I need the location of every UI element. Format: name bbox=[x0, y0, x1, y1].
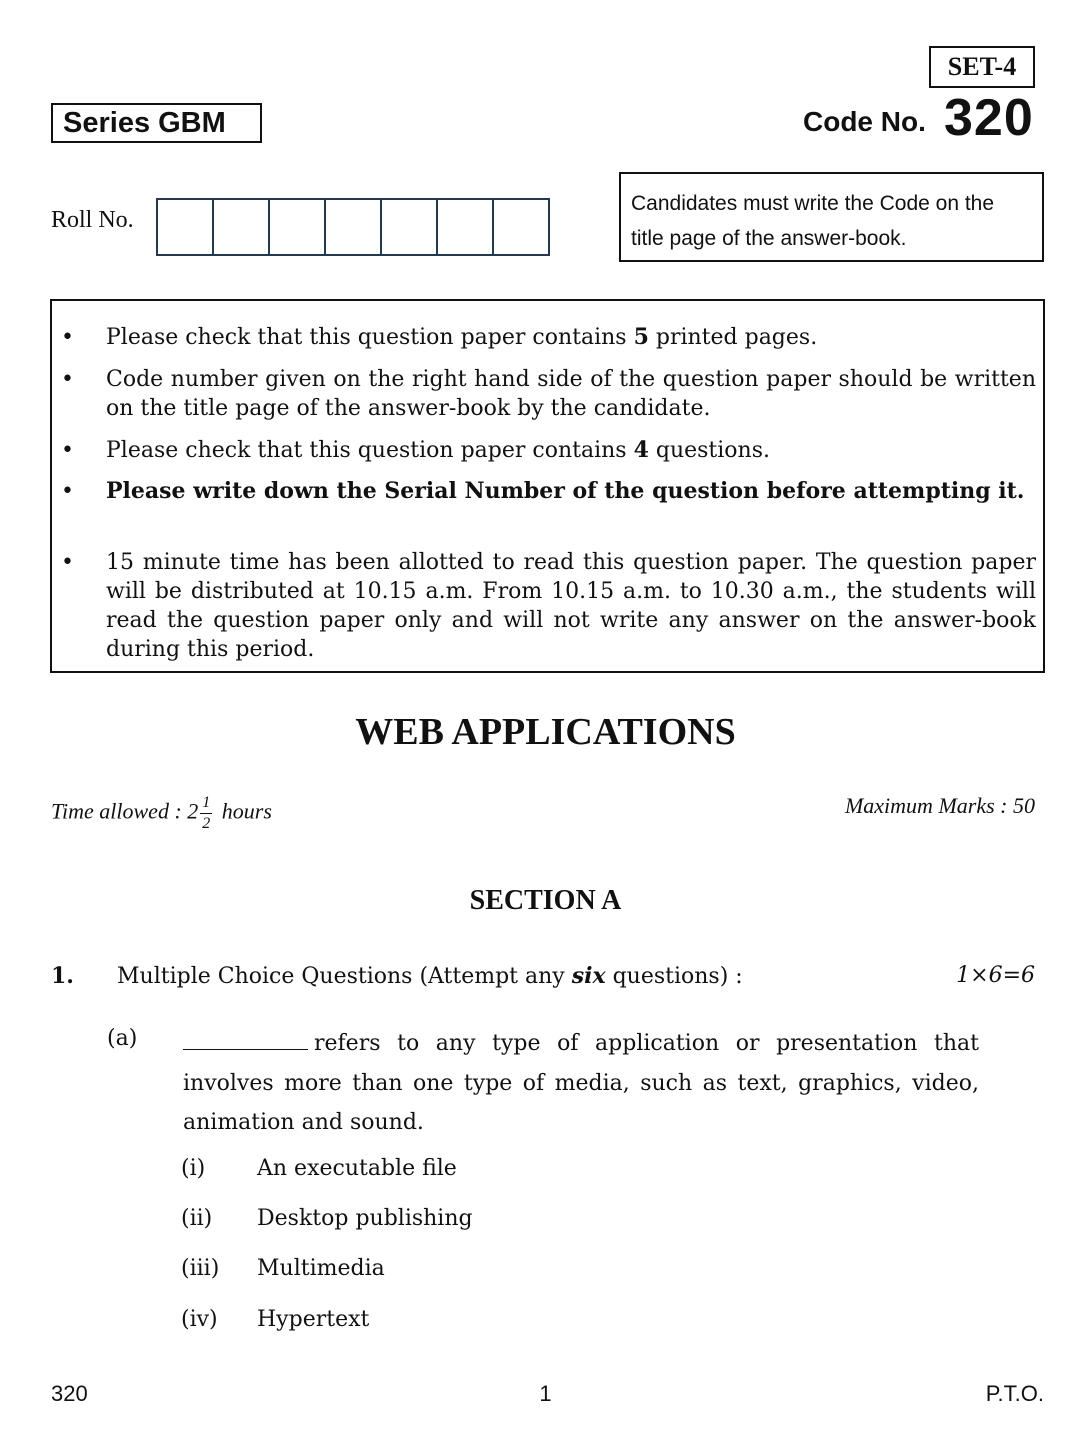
instructions-box bbox=[50, 299, 1045, 673]
bullet: • bbox=[61, 367, 74, 392]
roll-box[interactable] bbox=[438, 200, 494, 254]
roll-label: Roll No. bbox=[51, 207, 134, 233]
code-label: Code No. bbox=[803, 106, 926, 137]
code-notice-line: title page of the answer-book. bbox=[631, 227, 907, 250]
instruction-text: Please write down the Serial Number of the question before attempting it. bbox=[106, 478, 1025, 504]
paper-title: WEB APPLICATIONS bbox=[355, 711, 736, 753]
instruction-text: 15 minute time has been allotted to read this question paper. The question paper will be distributed at 10.15 a.m. From 10.15 a.m. to 10.30 a.m., the students will read the question paper only and will not write any answer on the answer-book during this period. bbox=[106, 550, 1036, 662]
option-text: Hypertext bbox=[257, 1307, 370, 1332]
option-number: (ii) bbox=[181, 1206, 213, 1231]
roll-box[interactable] bbox=[214, 200, 270, 254]
option-number: (i) bbox=[181, 1156, 206, 1181]
time-allowed: Time allowed : 2 $\frac{1}{2}$ hours bbox=[51, 794, 272, 832]
question-text: Multiple Choice Questions (Attempt any six questions) : bbox=[117, 963, 743, 989]
answer-blank bbox=[183, 1031, 308, 1050]
time-fraction: $\frac{1}{2}$ bbox=[202, 794, 211, 832]
series-label: Series GBM bbox=[51, 103, 262, 143]
roll-box[interactable] bbox=[494, 200, 548, 254]
roll-box[interactable] bbox=[270, 200, 326, 254]
section-heading: SECTION A bbox=[469, 885, 622, 916]
subquestion-text: refers to any type of application or presentation that involves more than one type of media, such as text, graphics, video, animation and sound. bbox=[183, 1031, 979, 1135]
instruction-text: Code number given on the right hand side of the question paper should be written on the title page of the answer-book by the candidate. bbox=[106, 367, 1036, 421]
question-marks: 1×6=6 bbox=[956, 963, 1035, 988]
code-notice-line: Candidates must write the Code on the bbox=[631, 192, 995, 215]
roll-box[interactable] bbox=[382, 200, 438, 254]
bullet: • bbox=[61, 438, 74, 463]
code-notice bbox=[619, 172, 1044, 262]
option-text: Multimedia bbox=[257, 1256, 385, 1281]
set-label: SET-4 bbox=[929, 46, 1035, 88]
instruction-text: Please check that this question paper contains 5 printed pages. bbox=[106, 324, 818, 350]
bullet: • bbox=[61, 325, 74, 350]
footer-pto: P.T.O. bbox=[985, 1381, 1044, 1406]
footer-code: 320 bbox=[51, 1381, 88, 1406]
option-text: An executable file bbox=[257, 1156, 457, 1181]
question-number: 1. bbox=[51, 963, 74, 989]
code-number: 320 bbox=[944, 89, 1034, 147]
roll-box[interactable] bbox=[158, 200, 214, 254]
instruction-text: Please check that this question paper contains 4 questions. bbox=[106, 437, 771, 463]
option-text: Desktop publishing bbox=[257, 1206, 473, 1231]
page-number: 1 bbox=[539, 1381, 552, 1406]
maximum-marks: Maximum Marks : 50 bbox=[844, 793, 1035, 818]
bullet: • bbox=[61, 479, 74, 504]
roll-box[interactable] bbox=[326, 200, 382, 254]
roll-number-boxes bbox=[156, 198, 550, 256]
subquestion-label: (a) bbox=[107, 1026, 138, 1051]
bullet: • bbox=[61, 550, 74, 575]
option-number: (iii) bbox=[181, 1256, 220, 1281]
option-number: (iv) bbox=[181, 1307, 218, 1332]
